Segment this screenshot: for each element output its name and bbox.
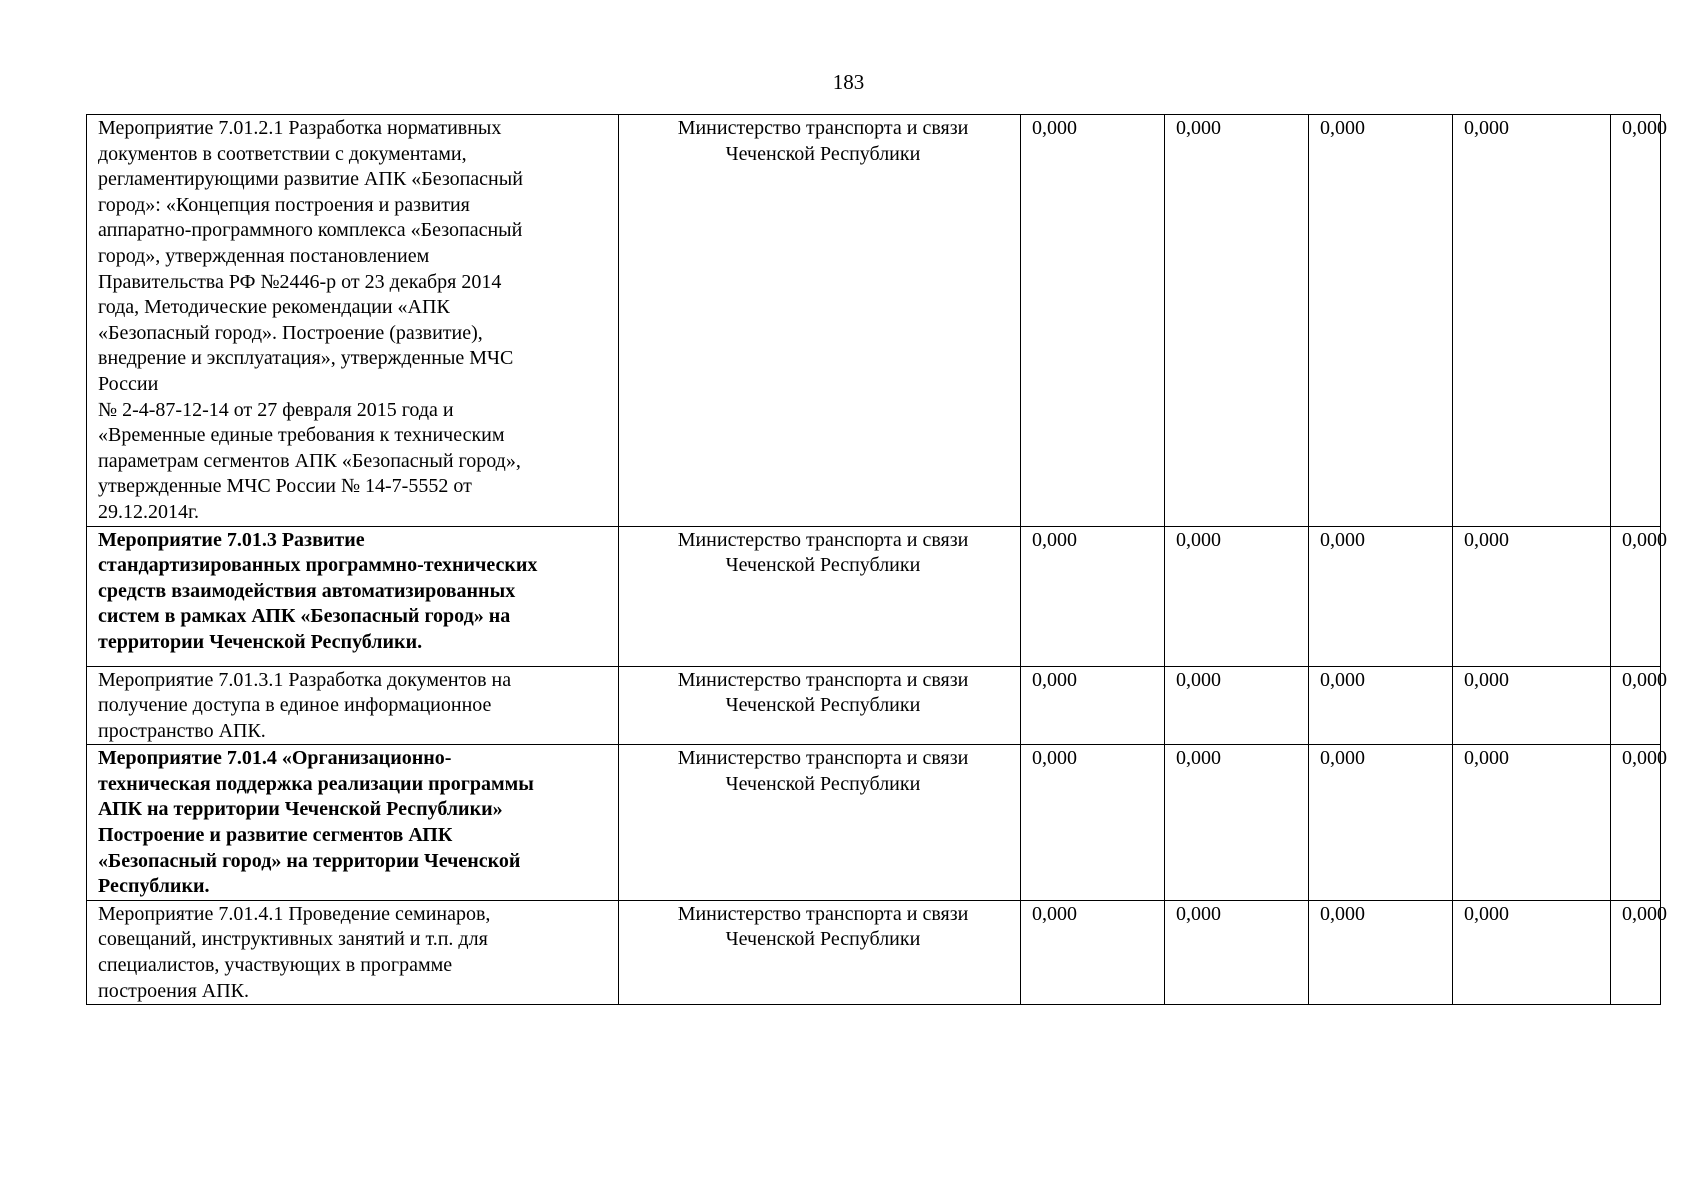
value-cell: 0,000 <box>1021 900 1165 1004</box>
table-row <box>87 745 1661 901</box>
table-row <box>87 666 1661 745</box>
value-cell: 0,000 <box>1611 526 1661 666</box>
table-row <box>87 526 1661 666</box>
value-cell: 0,000 <box>1165 526 1309 666</box>
executor-cell: Министерство транспорта и связи Чеченской Республики <box>619 666 1021 745</box>
value-cell: 0,000 <box>1453 900 1611 1004</box>
value-cell: 0,000 <box>1021 745 1165 901</box>
value-cell: 0,000 <box>1453 666 1611 745</box>
value-cell: 0,000 <box>1165 900 1309 1004</box>
value-cell: 0,000 <box>1453 745 1611 901</box>
value-cell: 0,000 <box>1309 745 1453 901</box>
activity-name-cell: Мероприятие 7.01.4.1 Проведение семинаров, совещаний, инструктивных занятий и т.п. для специалистов, участвующих в программе построения АПК. <box>87 900 619 1004</box>
value-cell: 0,000 <box>1611 900 1661 1004</box>
activity-name-cell: Мероприятие 7.01.3 Развитие стандартизированных программно-технических средств взаимодействия автоматизированных систем в рамках АПК «Безопасный город» на территории Чеченской Республики. <box>87 526 619 666</box>
value-cell: 0,000 <box>1021 666 1165 745</box>
executor-cell: Министерство транспорта и связи Чеченской Республики <box>619 115 1021 527</box>
activity-name-cell: Мероприятие 7.01.2.1 Разработка нормативных документов в соответствии с документами, регламентирующими развитие АПК «Безопасный город»: «Концепция построения и развития аппаратно-программного комплекса «Безопасный город», утвержденная постановлением Правительства РФ №2446-р от 23 декабря 2014 года, Методические рекомендации «АПК «Безопасный город». Построение (развитие), внедрение и эксплуатация», утвержденные МЧС России № 2-4-87-12-14 от 27 февраля 2015 года и «Временные единые требования к техническим параметрам сегментов АПК «Безопасный город», утвержденные МЧС России № 14-7-5552 от 29.12.2014г. <box>87 115 619 527</box>
value-cell: 0,000 <box>1453 526 1611 666</box>
value-cell: 0,000 <box>1309 666 1453 745</box>
value-cell: 0,000 <box>1309 526 1453 666</box>
value-cell: 0,000 <box>1611 115 1661 527</box>
value-cell: 0,000 <box>1165 666 1309 745</box>
value-cell: 0,000 <box>1165 745 1309 901</box>
value-cell: 0,000 <box>1453 115 1611 527</box>
table-row <box>87 900 1661 1004</box>
value-cell: 0,000 <box>1165 115 1309 527</box>
table-row <box>87 115 1661 527</box>
value-cell: 0,000 <box>1021 526 1165 666</box>
program-activities-table <box>86 114 1667 1005</box>
page-number: 183 <box>832 70 865 94</box>
executor-cell: Министерство транспорта и связи Чеченской Республики <box>619 900 1021 1004</box>
value-cell: 0,000 <box>1309 115 1453 527</box>
value-cell: 0,000 <box>1309 900 1453 1004</box>
value-cell: 0,000 <box>1021 115 1165 527</box>
activity-name-cell: Мероприятие 7.01.3.1 Разработка документов на получение доступа в единое информационное пространство АПК. <box>87 666 619 745</box>
executor-cell: Министерство транспорта и связи Чеченской Республики <box>619 745 1021 901</box>
value-cell: 0,000 <box>1611 745 1661 901</box>
executor-cell: Министерство транспорта и связи Чеченской Республики <box>619 526 1021 666</box>
value-cell: 0,000 <box>1611 666 1661 745</box>
activity-name-cell: Мероприятие 7.01.4 «Организационно- техническая поддержка реализации программы АПК на территории Чеченской Республики» Построение и развитие сегментов АПК «Безопасный город» на территории Чеченской Республики. <box>87 745 619 901</box>
